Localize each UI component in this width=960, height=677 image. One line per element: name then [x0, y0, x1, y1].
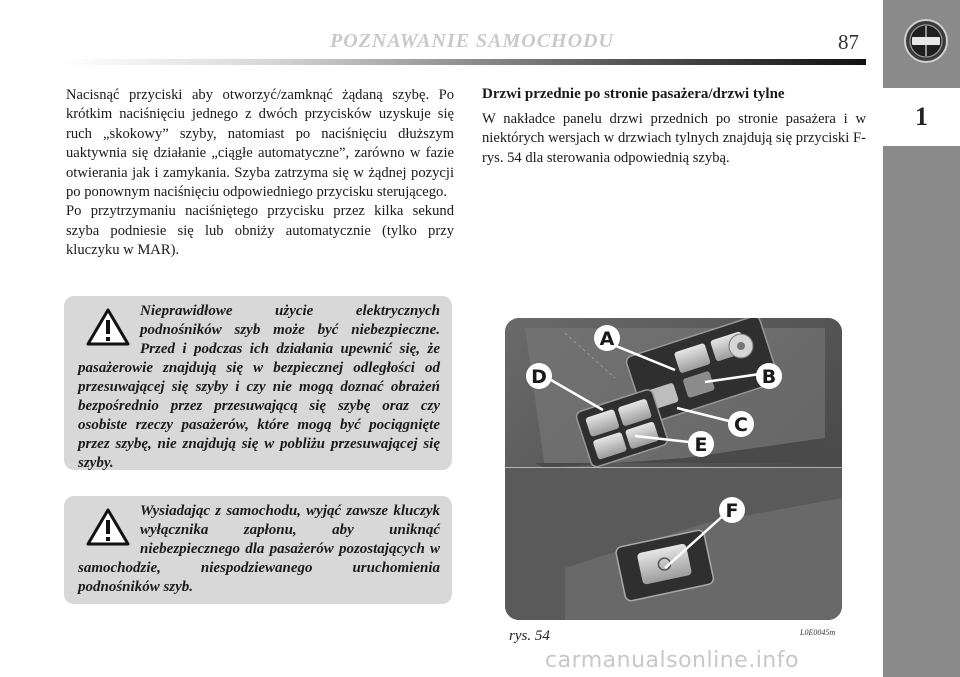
lancia-logo-icon: [903, 18, 949, 64]
warning-triangle-icon: [86, 308, 130, 346]
label-d: D: [531, 366, 547, 388]
paragraph-1: Nacisnąć przyciski aby otworzyć/zamknąć żądaną szybę. Po krótkim naciśnięciu jednego z dwóch przycisków uzyskuje się ruch „skokowy” szyby, natomiast po naciśnięciu dłuższym uaktywnia się działanie „ciągłe automatyczne”, zarówno w fazie otwierania jak i zamykania. Szyba zatrzyma się w żądnej pozycji po ponownym naciśnięciu odpowiedniego przycisku sterującego.: [66, 87, 454, 201]
warning-triangle-icon: [86, 508, 130, 546]
right-heading: Drzwi przednie po stronie pasażera/drzwi tylne: [482, 86, 785, 102]
label-c: C: [734, 414, 748, 436]
label-e: E: [694, 434, 708, 456]
right-paragraph: W nakładce panelu drzwi przednich po stronie pasażera i w niektórych wersjach w drzwiach tylnych znajdują się przyciski F-rys. 54 dla sterowania odpowiednią szybą.: [482, 111, 866, 166]
chapter-number: 1: [883, 88, 960, 146]
left-column-text: [66, 86, 454, 261]
figure-code: L0E0045m: [800, 628, 836, 637]
warning-text-1: Nieprawidłowe użycie elektrycznych podnośników szyb może być niebezpieczne. Przed i podczas ich działania upewnić się, że pasażerowie znajdują się w bezpiecznej odległości od przesuwającej się szyby i czy nie mogą doznać obrażeń bezpośrednio przez przesuwającą się szybę oraz czy osobiste rzeczy pasażerów, które mogą być pociągnięte przez szybę, nie znajdują się w pobliżu przesuwającej się szyby.: [78, 303, 440, 471]
figure-caption: rys. 54: [509, 628, 550, 644]
paragraph-2: Po przytrzymaniu naciśniętego przycisku przez kilka sekund szyba podniesie się lub obniży automatycznie (tylko przy kluczyku w MAR).: [66, 203, 454, 259]
header-rule: [62, 59, 866, 65]
warning-box-2: [64, 496, 452, 604]
label-b: B: [761, 366, 777, 388]
page-number: 87: [838, 30, 859, 54]
label-f: F: [725, 500, 739, 522]
warning-box-1: [64, 296, 452, 470]
figure-door-switches: [505, 318, 842, 620]
label-a: A: [599, 328, 615, 350]
watermark-text: carmanualsonline.info: [545, 648, 799, 673]
section-title: POZNAWANIE SAMOCHODU: [330, 30, 614, 52]
figure-illustration: [505, 318, 842, 620]
warning-text-2: Wysiadając z samochodu, wyjąć zawsze kluczyk wyłącznika zapłonu, aby uniknąć niebezpiecznego dla pasażerów pozostających w samochodzie, niespodziewanego uruchomienia podnośników szyb.: [78, 503, 440, 595]
